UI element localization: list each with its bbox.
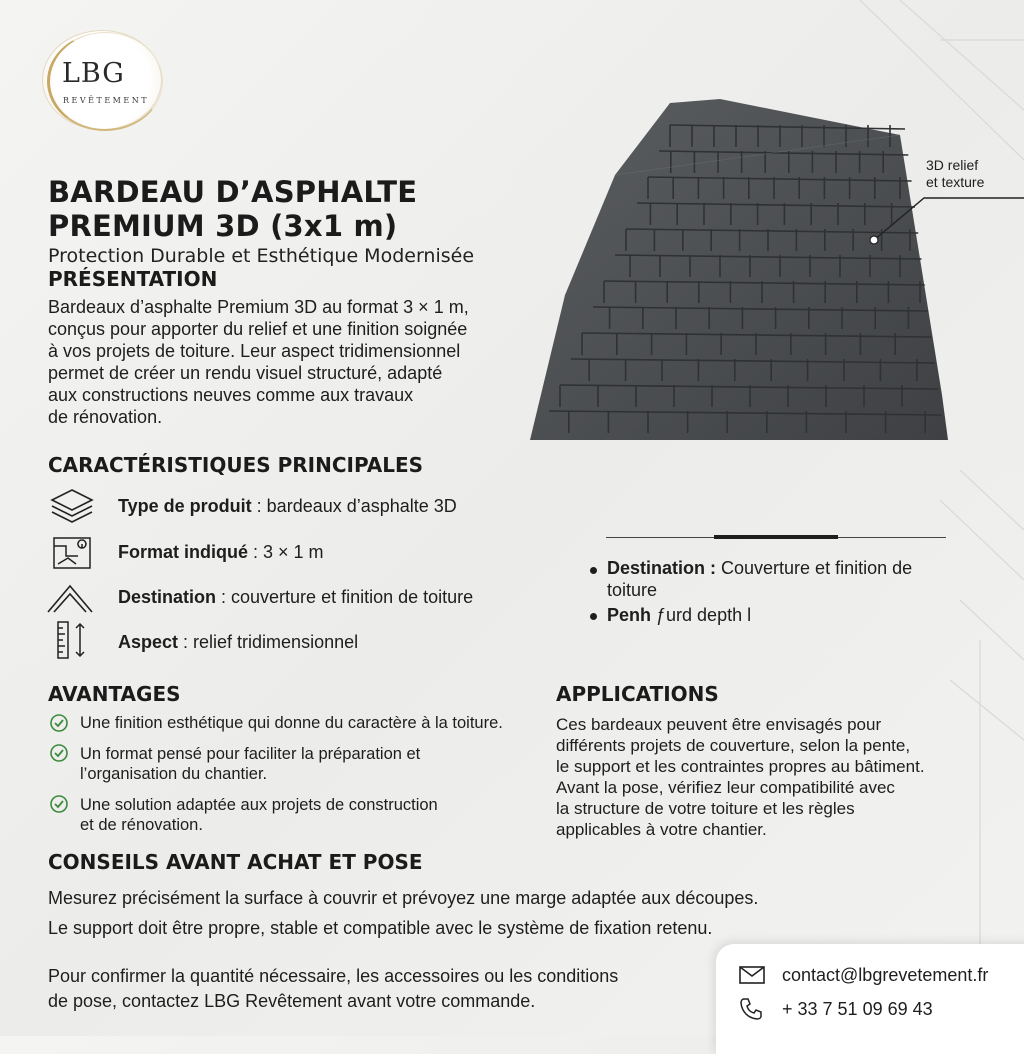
avantage-line1: Un format pensé pour faciliter la préparation et bbox=[80, 745, 421, 763]
presentation-line: à vos projets de toiture. Leur aspect tridimensionnel bbox=[48, 341, 461, 361]
presentation-line: de rénovation. bbox=[48, 407, 163, 427]
avantage-item bbox=[80, 713, 503, 733]
applications-line: Ces bardeaux peuvent être envisagés pour bbox=[556, 715, 882, 734]
product-title-line1: BARDEAU D’ASPHALTE bbox=[48, 175, 418, 209]
presentation-line: Bardeaux d’asphalte Premium 3D au format 3 × 1 m, bbox=[48, 297, 469, 317]
avantage-line2: et de rénovation. bbox=[80, 816, 203, 834]
contact-email-link[interactable]: contact@lbgrevetement.fr bbox=[782, 965, 989, 985]
applications-line: Avant la pose, vérifiez leur compatibilité avec bbox=[556, 778, 895, 797]
avantages-heading: AVANTAGES bbox=[48, 682, 181, 706]
product-subtitle: Protection Durable et Esthétique Modernisée bbox=[48, 245, 475, 267]
mail-icon bbox=[738, 964, 766, 986]
roof-icon bbox=[46, 578, 94, 618]
check-icon bbox=[49, 713, 69, 733]
product-title-line2: PREMIUM 3D (3x1 m) bbox=[48, 209, 398, 243]
conseil-line: de pose, contactez LBG Revêtement avant votre commande. bbox=[48, 991, 536, 1011]
conseils-heading: CONSEILS AVANT ACHAT ET POSE bbox=[48, 850, 423, 874]
check-icon bbox=[49, 794, 69, 814]
callout-pointer bbox=[866, 192, 1024, 252]
applications-line: différents projets de couverture, selon la pente, bbox=[556, 736, 911, 755]
feature-label: Destination bbox=[118, 587, 217, 607]
callout-line1: 3D relief bbox=[926, 157, 979, 173]
feature-label: Type de produit bbox=[118, 496, 252, 516]
feature-item-aspect bbox=[118, 632, 358, 653]
presentation-heading: PRÉSENTATION bbox=[48, 267, 218, 291]
bullet-line2: toiture bbox=[607, 580, 658, 600]
avantage-item bbox=[80, 795, 438, 835]
check-icon bbox=[49, 743, 69, 763]
logo-text: LBG bbox=[62, 58, 125, 89]
callout-label bbox=[926, 157, 984, 191]
presentation-line: permet de créer un rendu visuel structuré, adapté bbox=[48, 363, 443, 383]
bullet-label: Destination : bbox=[607, 558, 717, 578]
feature-value: : bardeaux d’asphalte 3D bbox=[251, 496, 457, 516]
ruler-icon bbox=[48, 620, 96, 660]
logo-subtext: REVÊTEMENT bbox=[63, 96, 150, 105]
avantage-line2: l’organisation du chantier. bbox=[80, 765, 268, 783]
avantage-item bbox=[80, 744, 420, 784]
plan-map-icon bbox=[48, 532, 96, 572]
side-bullet-destination bbox=[607, 557, 912, 601]
bullet-value: ƒurd depth l bbox=[651, 605, 752, 625]
feature-label: Format indiqué bbox=[118, 542, 248, 562]
bullet-label: Penh bbox=[607, 605, 652, 625]
presentation-line: conçus pour apporter du relief et une finition soignée bbox=[48, 319, 468, 339]
feature-item-format bbox=[118, 542, 324, 563]
features-heading: CARACTÉRISTIQUES PRINCIPALES bbox=[48, 453, 424, 477]
shingle-product-image bbox=[520, 95, 960, 455]
applications-line: la structure de votre toiture et les règles bbox=[556, 799, 855, 818]
avantage-line1: Une finition esthétique qui donne du caractère à la toiture. bbox=[80, 714, 503, 732]
feature-item-destination bbox=[118, 587, 473, 608]
bullet-dot bbox=[590, 613, 597, 620]
presentation-text bbox=[48, 296, 528, 428]
layers-icon bbox=[48, 486, 96, 526]
side-bullet-penh bbox=[607, 604, 751, 626]
feature-value: : relief tridimensionnel bbox=[178, 632, 359, 652]
feature-item-type bbox=[118, 496, 457, 517]
applications-line: applicables à votre chantier. bbox=[556, 820, 767, 839]
avantage-line1: Une solution adaptée aux projets de construction bbox=[80, 796, 438, 814]
divider-accent bbox=[714, 535, 838, 539]
bullet-value: Couverture et finition de bbox=[716, 558, 913, 578]
feature-label: Aspect bbox=[118, 632, 179, 652]
applications-line: le support et les contraintes propres au bâtiment. bbox=[556, 757, 925, 776]
applications-text bbox=[556, 714, 925, 840]
callout-line2: et texture bbox=[926, 174, 985, 190]
conseil-line: Le support doit être propre, stable et compatible avec le système de fixation retenu. bbox=[48, 918, 713, 938]
phone-icon bbox=[738, 996, 764, 1022]
feature-value: : couverture et finition de toiture bbox=[216, 587, 474, 607]
applications-heading: APPLICATIONS bbox=[556, 682, 719, 706]
conseil-line: Mesurez précisément la surface à couvrir et prévoyez une marge adaptée aux découpes. bbox=[48, 888, 759, 908]
conseil-line: Pour confirmer la quantité nécessaire, les accessoires ou les conditions bbox=[48, 966, 619, 986]
presentation-line: aux constructions neuves comme aux travaux bbox=[48, 385, 414, 405]
contact-phone-link[interactable]: + 33 7 51 09 69 43 bbox=[782, 999, 933, 1019]
feature-value: : 3 × 1 m bbox=[248, 542, 324, 562]
bullet-dot bbox=[590, 567, 597, 574]
